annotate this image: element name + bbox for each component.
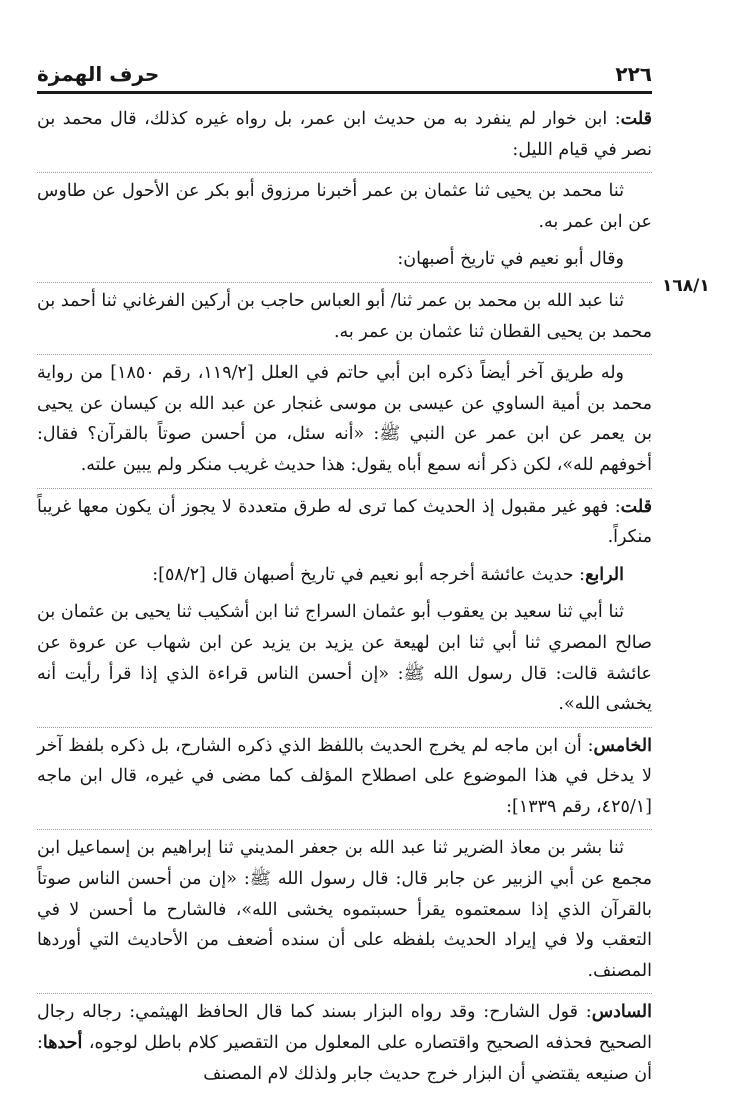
paragraph-text: : فهو غير مقبول إذ الحديث كما ترى له طرق متعددة لا يجوز أن يكون معها غريباً منكراً.	[37, 496, 652, 548]
paragraph-label: السادس	[591, 1002, 652, 1023]
paragraph-text: ثنا عبد الله بن محمد بن عمر ثنا/ أبو العباس حاجب بن أركين الفرغاني ثنا أحمد بن محمد بن يحيى القطان ثنا عثمان بن عمر به.	[37, 290, 652, 342]
paragraph-label: الخامس	[593, 735, 652, 756]
header-rule	[37, 91, 652, 94]
paragraph-text: : أن ابن ماجه لم يخرج الحديث باللفظ الذي ذكره الشارح، بل ذكره بلفظ آخر لا يدخل في هذا الموضوع على اصطلاح المؤلف كما مضى في غيره، قال ابن ماجه [٤٢٥/١، رقم ١٣٣٩]:	[37, 735, 652, 817]
margin-reference: ١٦٨/١	[662, 276, 710, 296]
running-title: حرف الهمزة	[37, 62, 160, 86]
page-header	[37, 60, 652, 94]
paragraph-label: قلت	[620, 496, 652, 517]
paragraph-10	[37, 829, 652, 986]
page-body	[37, 104, 652, 1096]
paragraph-2	[37, 172, 652, 237]
paragraph-text: ثنا أبي ثنا سعيد بن يعقوب أبو عثمان السراج ثنا ابن أشكيب ثنا يحيى بن عثمان بن صالح المصري ثنا أبي ثنا ابن لهيعة عن يزيد بن يزيد عن ابن شهاب عن عروة عن عائشة قالت: قال رسول الله ﷺ: «إن أحسن الناس قراءة الذي إذا قرأ رأيت أنه يخشى الله».	[37, 602, 652, 715]
paragraph-text: : ابن خوار لم ينفرد به من حديث ابن عمر، بل رواه غيره كذلك، قال محمد بن نصر في قيام الليل:	[37, 109, 652, 160]
paragraph-1	[37, 104, 652, 165]
page-number: ٢٢٦	[615, 62, 652, 86]
paragraph-8	[37, 597, 652, 719]
paragraph-text: : قول الشارح: وقد رواه البزار بسند كما قال الحافظ الهيثمي: رجاله رجال الصحيح فحذفه الصحيح واقتصاره على المعلول من التقصير كلام باطل لوجوه،	[37, 1002, 652, 1054]
paragraph-label: الرابع	[585, 564, 624, 585]
paragraph-6	[37, 488, 652, 553]
paragraph-9	[37, 727, 652, 823]
paragraph-text: : أن صنيعه يقتضي أن البزار خرج حديث جابر ولذلك لام المصنف	[37, 1033, 652, 1084]
paragraph-text: ثنا بشر بن معاذ الضرير ثنا عبد الله بن جعفر المديني ثنا إبراهيم بن إسماعيل ابن مجمع عن أبي الزبير عن جابر قال: قال رسول الله ﷺ: «إن من أحسن الناس صوتاً بالقرآن الذي إذا سمعتموه يقرأ حسبتموه يخشى الله»، فالشارح ما أحسن لا في التعقب ولا في إيراد الحديث بلفظه على أن سنده أضعف من الأحاديث التي أوردها المصنف.	[37, 838, 652, 981]
paragraph-5	[37, 354, 652, 480]
paragraph-3	[37, 244, 652, 275]
paragraph-label: قلت	[620, 109, 652, 129]
paragraph-7	[37, 560, 652, 591]
paragraph-text: وقال أبو نعيم في تاريخ أصبهان:	[397, 249, 624, 270]
paragraph-text: ثنا محمد بن يحيى ثنا عثمان بن عمر أخبرنا مرزوق أبو بكر عن الأحول عن طاوس عن ابن عمر به.	[37, 181, 652, 232]
paragraph-text: : حديث عائشة أخرجه أبو نعيم في تاريخ أصبهان قال [٥٨/٢]:	[152, 564, 586, 585]
paragraph-text: وله طريق آخر أيضاً ذكره ابن أبي حاتم في العلل [١١٩/٢، رقم ١٨٥٠] من رواية محمد بن أمية الساوي عن عيسى بن موسى غنجار عن عبد الله بن كيسان عن يحيى بن يعمر عن ابن عمر عن النبي ﷺ: «أنه سئل، من أحسن صوتاً بالقرآن؟ فقال: أخوفهم لله»، لكن ذكر أنه سمع أباه يقول: هذا حديث غريب منكر ولم يبين علته.	[37, 363, 652, 475]
paragraph-label: أحدها	[42, 1033, 83, 1054]
paragraph-4	[37, 282, 652, 347]
paragraph-11	[37, 993, 652, 1089]
